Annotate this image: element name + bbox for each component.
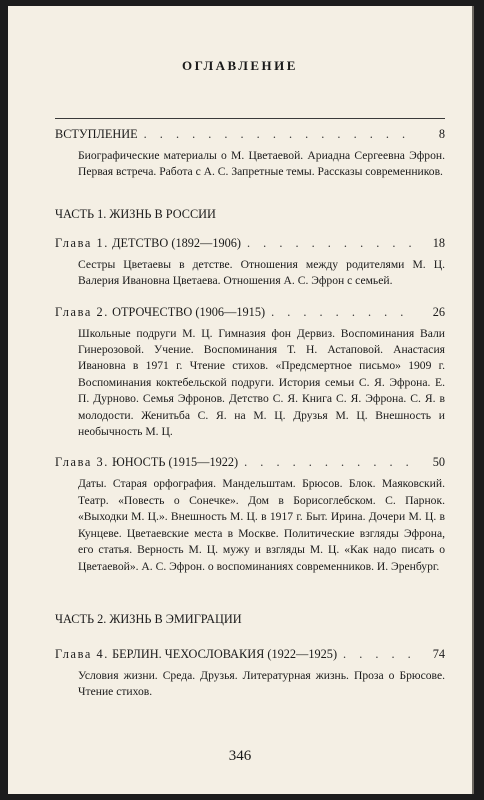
toc-page-number: 50 (432, 455, 445, 470)
toc-page-number: 18 (432, 235, 445, 250)
toc-entry-chapter[interactable] (55, 235, 445, 252)
toc-entry-chapter[interactable] (55, 646, 445, 663)
toc-page-number: 74 (432, 646, 445, 661)
toc-section-chapter-3 (55, 454, 445, 574)
chapter-label: Глава 4. (55, 646, 109, 661)
toc-entry-title (55, 304, 265, 321)
toc-entry-intro[interactable] (55, 126, 445, 143)
chapter-title: ЮНОСТЬ (1915—1922) (112, 455, 239, 470)
toc-entry-description: Даты. Старая орфография. Мандельштам. Брюсов. Блок. Маяковский. Театр. «Повесть о Сонечке». Дом в Борисоглебском. С. Парнок. «Выходки М. Ц.». Внешность М. Ц. в 1917 г. Быт. Ирина. Дочери М. Ц. в Кунцеве. Цветаевские места в Москве. Политические взгляды Эфрона, его статья. Верность М. Ц. мужу и взгляды М. Ц. «Как надо писать о Цветаевой». А. С. Эфрон. о воспоминаниях современников. И. Эренбург. (78, 477, 445, 573)
leader-dots (144, 126, 415, 143)
book-page (8, 6, 474, 794)
toc-entry-title (55, 454, 238, 471)
chapter-title: ОТРОЧЕСТВО (1906—1915) (112, 304, 266, 319)
toc-entry-description: Школьные подруги М. Ц. Гимназия фон Дервиз. Воспоминания Вали Гинерозовой. Учение. Воспоминания Т. Н. Астаповой. Анастасия Ивановна в 1971 г. Чтение стихов. «Предсмертное письмо» 1909 г. Воспоминания коктебельской подруги. История семьи С. Я. Эфрона. Е. П. Дурново. Семья Эфронов. Детство С. Я. Книга С. Я. Эфрона. С. Я. в молодости. Женитьба С. Я. на М. Ц. Друзья М. Ц. Внешность и необычность М. Ц. (78, 326, 445, 439)
leader-dots (247, 235, 415, 252)
toc-section-intro (55, 126, 445, 181)
toc-entry-title: ВСТУПЛЕНИЕ (55, 127, 138, 141)
toc-page-number: 26 (432, 304, 445, 319)
toc-entry-title (55, 235, 241, 252)
chapter-title: ДЕТСТВО (1892—1906) (112, 235, 242, 250)
leader-dots (343, 646, 415, 663)
toc-page-number: 8 (438, 127, 445, 141)
toc-entry-chapter[interactable] (55, 454, 445, 471)
chapter-label: Глава 1. (55, 235, 109, 250)
toc-entry-description: Биографические материалы о М. Цветаевой. Ариадна Сергеевна Эфрон. Первая встреча. Работа с А. С. Запретные темы. Рассказы современников. (78, 149, 445, 179)
divider (55, 118, 445, 119)
chapter-label: Глава 2. (55, 304, 109, 319)
page-number-footer: 346 (228, 748, 252, 764)
toc-entry-chapter[interactable] (55, 304, 445, 321)
leader-dots (271, 304, 415, 321)
toc-section-chapter-4 (55, 646, 445, 701)
page-title: ОГЛАВЛЕНИЕ (182, 58, 298, 73)
toc-section-chapter-2 (55, 304, 445, 441)
toc-entry-description: Сестры Цветаевы в детстве. Отношения между родителями М. Ц. Валерия Ивановна Цветаева. Отношения А. С. Эфрон с семьей. (78, 257, 445, 288)
chapter-title: БЕРЛИН. ЧЕХОСЛОВАКИЯ (1922—1925) (112, 646, 338, 661)
part-heading: ЧАСТЬ 1. ЖИЗНЬ В РОССИИ (55, 206, 216, 221)
chapter-label: Глава 3. (55, 455, 109, 470)
part-heading: ЧАСТЬ 2. ЖИЗНЬ В ЭМИГРАЦИИ (55, 611, 242, 626)
leader-dots (244, 454, 415, 471)
toc-entry-description: Условия жизни. Среда. Друзья. Литературная жизнь. Проза о Брюсове. Чтение стихов. (78, 668, 445, 699)
toc-entry-title (55, 646, 337, 663)
toc-section-chapter-1 (55, 235, 445, 290)
table-of-contents (55, 126, 445, 701)
